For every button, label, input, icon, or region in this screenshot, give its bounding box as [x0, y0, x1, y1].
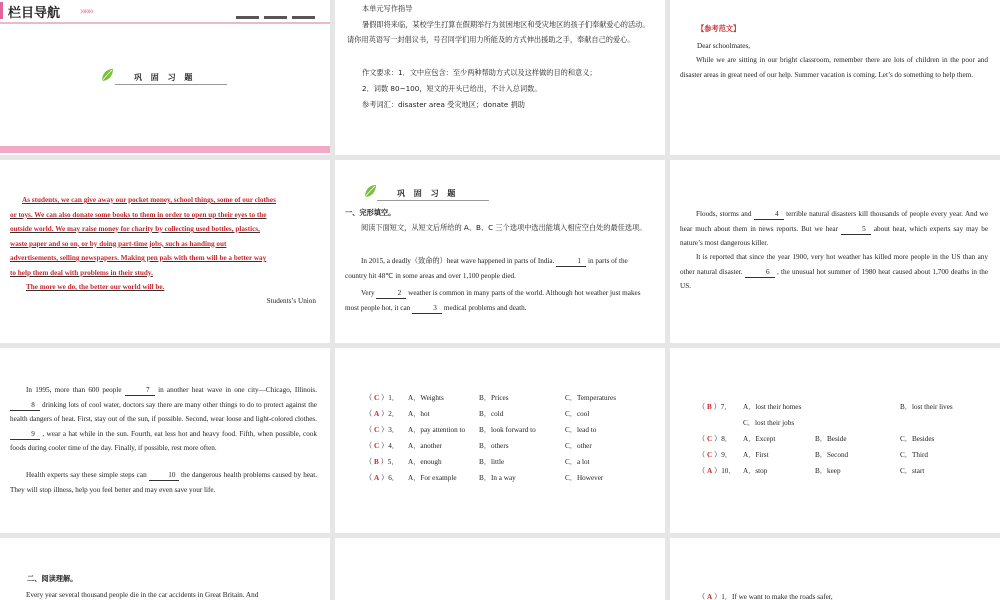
option-a: A．hot — [408, 410, 430, 418]
option-c: C．other — [565, 442, 592, 450]
option-c: C．lead to — [565, 426, 597, 434]
chevrons-icon: »»» — [80, 3, 92, 17]
option-b: B．Second — [815, 451, 849, 459]
option-c: C．However — [565, 474, 604, 482]
blank-8: 8 — [10, 400, 40, 411]
text-run: about heat, which experts say may be nature’s most dangerous killer. — [680, 224, 989, 247]
question-number: 3． — [388, 426, 399, 434]
model-tag: 【参考范文】 — [697, 24, 741, 33]
slide-essay-continued — [0, 160, 330, 343]
question-row: （ A ）1．If we want to make the roads safer, — [698, 593, 833, 600]
option-a: A．pay attention to — [408, 426, 466, 434]
option-a: A．enough — [408, 458, 442, 466]
option-b: B．Beside — [815, 435, 847, 443]
cloze-paragraph-4 — [680, 250, 988, 294]
answer-letter: A — [374, 410, 380, 418]
question-number: 8． — [721, 435, 732, 443]
text-run: , wear a hat while in the sun. Fourth, eat less hot and heavy food. Fifth, when possible, cook foods during cooler time of the day. Finally, if possible, rest more often. — [10, 429, 317, 452]
slide-blank — [335, 538, 665, 600]
essay-line: As students, we can give away our pocket money, school things, some of our clothes — [22, 196, 276, 204]
heading-rule — [377, 200, 489, 201]
question-continuation — [698, 417, 993, 429]
text-run: Health experts say these simple steps can — [26, 471, 147, 479]
question-number: 6． — [388, 474, 399, 482]
answer-letter: C — [707, 435, 713, 443]
option-c: C．Third — [900, 451, 928, 459]
option-c: C．Temperatures — [565, 394, 616, 402]
blank-9: 9 — [10, 429, 40, 440]
question-row: （ B ）5． A．enough B．little C．a lot — [365, 458, 590, 466]
guide-prompt: 暑假即将来临，某校学生打算在假期举行为贫困地区和受灾地区的孩子们奉献爱心的活动。请你用英语写一封倡议书，号召同学们用力所能及的方式伸出援助之手，奉献自己的爱心。 — [347, 20, 650, 44]
question-number: 4． — [388, 442, 399, 450]
question-row: （ A ）10． A．stop B．keep C．start — [698, 467, 925, 475]
text-run: terrible natural disasters kill thousands of people every year. And we hear much about them in news reports. But we hear — [680, 210, 989, 233]
blank-5: 5 — [841, 224, 871, 235]
essay-greeting: Dear schoolmates, — [697, 42, 751, 50]
guide-vocab: 参考词汇：disaster area 受灾地区；donate 捐助 — [362, 100, 525, 109]
cloze-paragraph-1 — [345, 254, 651, 283]
heading-rule — [115, 84, 227, 85]
essay-line: or toys. We can also donate some books to them in order to open up their eyes to the — [10, 210, 267, 219]
guide-requirement-1 — [362, 66, 652, 81]
pink-footer-bar — [0, 146, 330, 153]
text-run: drinking lots of cool water, doctors say there are many other things to do to protect against the health dangers of heat. First, stay out of the sun, if possible. Second, wear loose and light-colored clothes. — [10, 400, 317, 423]
answer-letter: C — [707, 451, 713, 459]
blank-6: 6 — [745, 267, 775, 278]
reading-text: Every year several thousand people die in the car accidents in Great Britain. And — [26, 591, 259, 599]
option-c: C．start — [900, 467, 925, 475]
guide-title: 本单元写作指导 — [362, 4, 413, 13]
option-b: B．little — [479, 458, 505, 466]
option-a: A．Weights — [408, 394, 444, 402]
leaf-icon — [363, 184, 377, 198]
option-a: A．For example — [408, 474, 457, 482]
text-run: medical problems and death. — [443, 303, 527, 312]
question-number: 1． — [721, 593, 732, 600]
slide-cloze-passage-3 — [0, 348, 330, 533]
answer-letter: B — [374, 458, 379, 466]
question-text: If we want to make the roads safer, — [732, 593, 833, 600]
blank-3: 3 — [412, 303, 442, 314]
answer-letter: C — [374, 426, 380, 434]
essay-line: to help them deal with problems in their study. — [10, 268, 153, 277]
option-a: A．stop — [743, 467, 768, 475]
nav-title: 栏目导航 — [8, 6, 61, 21]
guide-requirement-2: 2．词数 80~100，短文的开头已给出，不计入总词数。 — [362, 84, 542, 93]
question-row: （ C ）1． A．Weights B．Prices C．Temperatures — [365, 394, 616, 402]
option-b: B．Prices — [479, 394, 509, 402]
text-run: weather is common in many parts of the world. Although hot weather just makes most people hot, it can — [345, 289, 641, 312]
slide-answers-1-6 — [335, 348, 665, 533]
cloze-instructions: 阅读下面短文，从短文后所给的 A、B、C 三个选项中选出能填入相应空白处的最佳选项。 — [361, 223, 647, 232]
text-run: In 2015, a deadly（致命的）heat wave happened in parts of India. — [361, 257, 555, 265]
question-number: 2． — [388, 410, 399, 418]
question-number: 10． — [721, 467, 736, 475]
essay-line: The more we do, the better our world will be. — [26, 283, 165, 291]
option-a: A．lost their homes — [743, 403, 802, 411]
blank-2: 2 — [376, 288, 406, 299]
text-run: It is reported that since the year 1900, very hot weather has killed more people in the US than any other natural disaster. — [680, 253, 988, 276]
req-1: 1．文中应包含：至少两种帮助方式以及这样做的目的和意义； — [397, 68, 597, 77]
question-number: 5． — [387, 458, 399, 466]
question-number: 1． — [388, 394, 399, 402]
option-c: C．a lot — [565, 458, 590, 466]
reading-part-title: 二、阅读理解。 — [27, 574, 78, 583]
question-row: （ C ）3． A．pay attention to B．look forward to C．lead to — [365, 426, 597, 434]
slide-reading-questions — [670, 538, 1000, 600]
question-row: （ C ）4． A．another B．others C．other — [365, 442, 592, 450]
text-run: in parts of the country hit 48℃ in some areas and over 1,100 people died. — [345, 257, 628, 280]
option-c: C．Besides — [900, 435, 935, 443]
option-b: B．keep — [815, 467, 841, 475]
essay-line: waste paper and so on, or by doing part-time jobs, such as handing out — [10, 239, 227, 248]
option-b: B．lost their lives — [900, 403, 953, 411]
slide-cloze-intro — [335, 160, 665, 343]
text-run: Floods, storms and — [696, 210, 752, 218]
nav-accent — [0, 2, 3, 19]
text-run: the dangerous health problems caused by heat. They will stop illness, help you feel better and may even save your life. — [10, 471, 318, 494]
option-a: A．First — [743, 451, 769, 459]
question-row: （ C ）9． A．First B．Second C．Third — [698, 451, 928, 459]
answer-letter: B — [707, 403, 712, 411]
text-run: in another heat wave in one city—Chicago, Illinois. — [158, 386, 318, 394]
cloze-part-title: 一、完形填空。 — [345, 208, 396, 217]
cloze-paragraph-6 — [10, 468, 317, 497]
text-run: In 1995, more than 600 people — [26, 386, 122, 394]
cloze-paragraph-3 — [680, 207, 988, 251]
answer-letter: A — [374, 474, 380, 482]
option-b: B．In a way — [479, 474, 516, 482]
option-c: C．cool — [565, 410, 590, 418]
slide-reading — [0, 538, 330, 600]
section-heading: 巩 固 习 题 — [134, 73, 196, 82]
question-row: （ B ）7． A．lost their homes B．lost their lives — [698, 403, 953, 411]
slide-writing-guide — [335, 0, 665, 155]
option-c: C．lost their jobs — [743, 419, 795, 427]
text-run: , the unusual hot summer of 1980 heat caused about 1,700 deaths in the US. — [680, 267, 989, 290]
question-number: 7． — [720, 403, 732, 411]
answer-letter: C — [374, 442, 380, 450]
question-number: 9． — [721, 451, 732, 459]
text-run: Very — [361, 289, 375, 297]
blank-4: 4 — [754, 209, 784, 220]
nav-dash — [264, 16, 287, 19]
slide-cloze-passage-2 — [670, 160, 1000, 343]
option-b: B．look forward to — [479, 426, 536, 434]
option-b: B．others — [479, 442, 509, 450]
answer-letter: A — [707, 593, 713, 600]
question-row: （ A ）6． A．For example B．In a way C．However — [365, 474, 604, 482]
essay-paragraph: While we are sitting in our bright classroom, remember there are lots of children in the poor and disaster areas in great need of our help. Summer vacation is coming. Let’s do something to help them. — [680, 56, 988, 79]
question-row: （ C ）8． A．Except B．Beside C．Besides — [698, 435, 935, 443]
option-b: B．cold — [479, 410, 504, 418]
blank-10: 10 — [149, 470, 179, 481]
nav-dash — [292, 16, 315, 19]
question-row: （ A ）2． A．hot B．cold C．cool — [365, 410, 590, 418]
answer-letter: A — [707, 467, 713, 475]
essay-line: advertisements, selling newspapers. Making pen pals with them will be a better way — [10, 254, 267, 262]
nav-dash — [236, 16, 259, 19]
option-a: A．Except — [743, 435, 776, 443]
slide-model-essay — [670, 0, 1000, 155]
nav-bar — [0, 0, 330, 24]
slide-answers-7-10 — [670, 348, 1000, 533]
cloze-paragraph-2 — [345, 286, 651, 315]
req-label: 作文要求： — [362, 68, 398, 77]
cloze-paragraph-5 — [10, 383, 317, 456]
essay-red-text — [10, 193, 316, 295]
essay-signature: Students’s Union — [266, 297, 316, 305]
option-a: A．another — [408, 442, 442, 450]
leaf-icon — [100, 68, 114, 82]
slide-nav — [0, 0, 330, 155]
essay-line: outside world. We may raise money for charity by collecting used bottles, plastics, — [10, 225, 260, 233]
answer-letter: C — [374, 394, 380, 402]
blank-1: 1 — [556, 256, 586, 267]
section-heading: 巩 固 习 题 — [397, 189, 459, 198]
blank-7: 7 — [125, 385, 155, 396]
